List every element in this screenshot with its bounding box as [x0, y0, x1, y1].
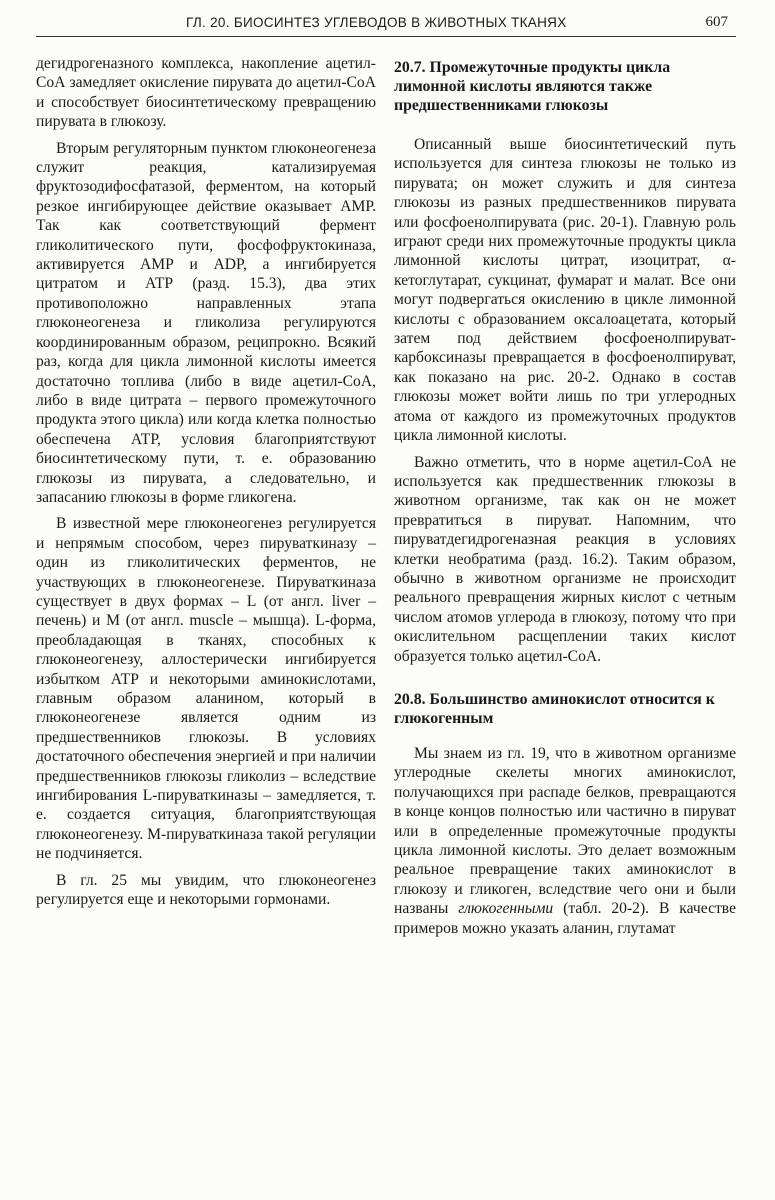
paragraph-second-regulation-point: Вторым регуляторным пунктом глюконеогенеза служит реакция, катализируемая фруктозодифосфатазой, ферментом, на который резкое ингибирующее действие оказывает АМР. Так как соответствующий фермент гликолитического пути, фосфофруктокиназа, активируется АМР и ADP, а ингибируется цитратом и АТР (разд. 15.3), два этих противоположно направленных этапа глюконеогенеза и гликолиза регулируются координированным образом, реципрокно. Всякий раз, когда для цикла лимонной кислоты имеется достаточно топлива (либо в виде ацетил-СоА, либо в виде цитрата – первого промежуточного продукта этого цикла) или когда клетка полностью обеспечена АТР, условия благоприятствуют биосинтетическому пути, т. е. образованию глюкозы из пирувата, а следовательно, и запасанию глюкозы в форме гликогена.: [36, 139, 376, 506]
italic-term-glucogenic: глюкогенными: [458, 900, 554, 918]
text-run: (табл. 20-2). В качестве примеров можно указать аланин, глутамат: [394, 900, 737, 937]
paragraph-hormones: В гл. 25 мы увидим, что глюконеогенез регулируется еще и некоторыми гормонами.: [36, 871, 376, 909]
page-number: 607: [705, 14, 728, 30]
section-heading-20-8: 20.8. Большинство аминокислот относится к глюкогенным: [394, 690, 715, 727]
section-heading-20-7: 20.7. Промежуточные продукты цикла лимонной кислоты являются также предшественниками глюкозы: [394, 59, 671, 114]
paragraph-pyruvate-kinase: В известной мере глюконеогенез регулируется и непрямым способом, через пируваткиназу – один из гликолитических ферментов, не участвующих в глюконеогенезе. Пируваткиназа существует в двух формах – L (от англ. liver – печень) и М (от англ. muscle – мышца). L-форма, преобладающая в тканях, способных к глюконеогенезу, аллостерически ингибируется избытком АТР и некоторыми аминокислотами, главным образом аланином, который в глюконеогенезе является одним из предшественников глюкозы. В условиях достаточного обеспечения энергией и при наличии предшественников глюкозы гликолиз – вследствие ингибирования L-пируваткиназы – замедляется, т. е. создается ситуация, благоприятствующая глюконеогенезу. М-пируваткиназа такой регуляции не подчиняется.: [36, 515, 376, 863]
right-column: [394, 54, 736, 938]
text-run: Мы знаем из гл. 19, что в животном организме углеродные скелеты многих аминокислот, получающихся при распаде белков, превращаются в конце концов полностью или частично в пируват или в определенные промежуточные продукты цикла лимонной кислоты. Это делает возможным реальное превращение таких аминокислот в глюкозу и гликоген, вследствие чего они и были названы: [394, 744, 736, 918]
paragraph-acetyl-coa: Важно отметить, что в норме ацетил-СоА не используется как предшественник глюкозы в животном организме, так как он не может превратиться в пируват. Напомним, что пируватдегидрогеназная реакция в условиях клетки необратима (разд. 16.2). Таким образом, обычно в животном организме не происходит реального превращения жирных кислот с четным числом атомов углерода в глюкозу, потому что при окислительном расщеплении таких кислот образуется только ацетил-СоА.: [394, 453, 736, 665]
paragraph-citric-acid-intermediates: Описанный выше биосинтетический путь используется для синтеза глюкозы не только из пирувата; он может служить и для синтеза глюкозы из разных предшественников пирувата или фосфоенолпирувата (рис. 20-1). Главную роль играют среди них промежуточные продукты цикла лимонной кислоты цитрат, изоцитрат, α-кетоглутарат, сукцинат, фумарат и малат. Все они могут подвергаться окислению в цикле лимонной кислоты с образованием оксалоацетата, который затем под действием фосфоенолпируват-карбоксиназы превращается в фосфоенолпируват, как показано на рис. 20-2. Однако в состав глюкозы может войти лишь по три углеродных атома от каждого из промежуточных продуктов цикла лимонной кислоты.: [394, 136, 736, 445]
running-header: [36, 12, 736, 37]
paragraph-continuation: дегидрогеназного комплекса, накопление ацетил-СоА замедляет окисление пирувата до ацетил-СоА и способствует биосинтетическому превращению пирувата в глюкозу.: [36, 55, 376, 131]
running-title: ГЛ. 20. БИОСИНТЕЗ УГЛЕВОДОВ В ЖИВОТНЫХ ТКАНЯХ: [186, 15, 567, 30]
left-column: [36, 54, 376, 909]
paragraph-glucogenic-amino-acids: [394, 744, 736, 938]
